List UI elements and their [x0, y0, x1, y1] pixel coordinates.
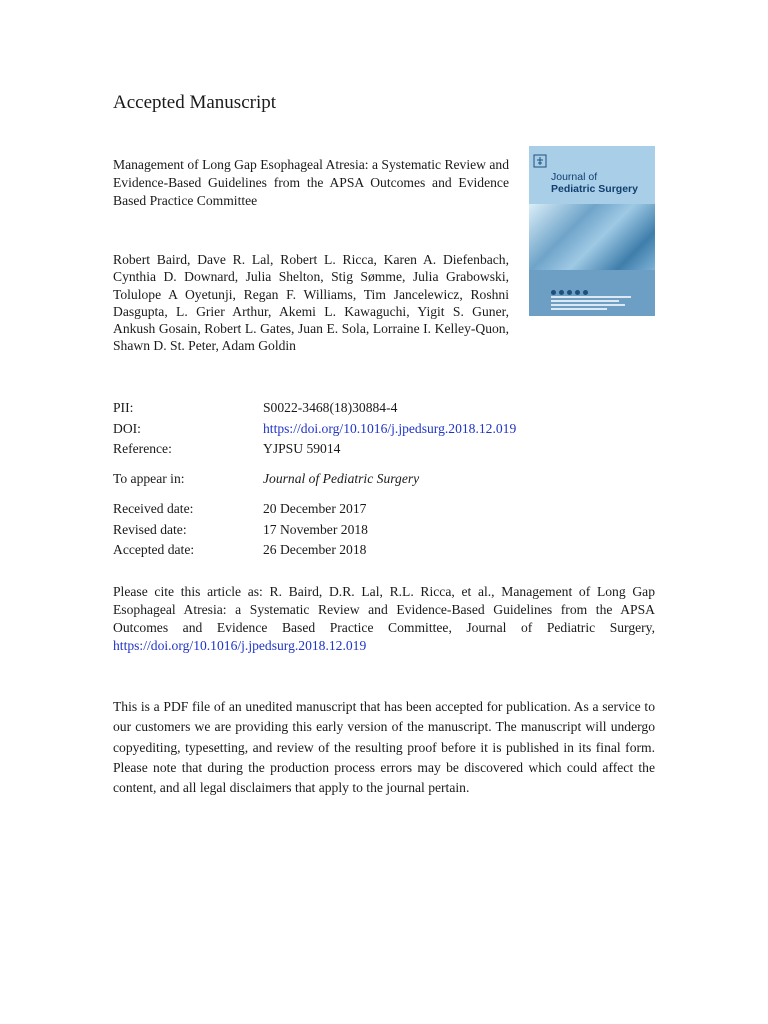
- author-list: Robert Baird, Dave R. Lal, Robert L. Ricca, Karen A. Diefenbach, Cynthia D. Downard, Julia Shelton, Stig Sømme, Julia Grabowski, Tolulope A Oyetunji, Regan F. Williams, Tim Jancelewicz, Roshni Dasgupta, L. Grier Arthur, Akemi L. Kawaguchi, Yigit S. Guner, Ankush Gosain, Robert L. Gates, Juan E. Sola, Lorraine I. Kelley-Quon, Shawn D. St. Peter, Adam Goldin: [113, 252, 509, 354]
- pii-value: S0022-3468(18)30884-4: [263, 400, 398, 415]
- appear-in-label: To appear in:: [113, 471, 185, 486]
- cover-journal-title: [551, 171, 651, 195]
- pii-label: PII:: [113, 400, 134, 415]
- manuscript-heading: Accepted Manuscript: [113, 92, 277, 113]
- appear-in-value: Journal of Pediatric Surgery: [263, 471, 420, 486]
- revised-date-value: 17 November 2018: [263, 522, 368, 537]
- cover-title-line1: Journal of: [551, 171, 598, 183]
- cover-title-line2: Pediatric Surgery: [551, 183, 638, 195]
- citation-doi-link[interactable]: https://doi.org/10.1016/j.jpedsurg.2018.12.019: [113, 638, 367, 653]
- cover-text-lines: [551, 296, 631, 312]
- revised-date-label: Revised date:: [113, 522, 187, 537]
- reference-value: YJPSU 59014: [263, 441, 341, 456]
- accepted-date-value: 26 December 2018: [263, 542, 367, 557]
- citation-paragraph: [113, 583, 655, 655]
- citation-text: Please cite this article as: R. Baird, D.R. Lal, R.L. Ricca, et al., Management of Long Gap Esophageal Atresia: a Systematic Review and Evidence-Based Guidelines from the APSA Outcomes and Evidence Based Practice Committee, Journal of Pediatric Surgery,: [113, 584, 655, 635]
- disclaimer-paragraph: This is a PDF file of an unedited manuscript that has been accepted for publication. As a service to our customers we are providing this early version of the manuscript. The manuscript will undergo copyediting, typesetting, and review of the resulting proof before it is published in its final form. Please note that during the production process errors may be discovered which could affect the content, and all legal disclaimers that apply to the journal pertain.: [113, 699, 655, 796]
- article-title: Management of Long Gap Esophageal Atresia: a Systematic Review and Evidence-Based Guidelines from the APSA Outcomes and Evidence Based Practice Committee: [113, 157, 509, 208]
- received-date-value: 20 December 2017: [263, 501, 367, 516]
- accepted-date-label: Accepted date:: [113, 542, 195, 557]
- reference-label: Reference:: [113, 441, 172, 456]
- journal-cover-image: [529, 146, 655, 316]
- doi-label: DOI:: [113, 421, 141, 436]
- received-date-label: Received date:: [113, 501, 194, 516]
- elsevier-logo-icon: [533, 154, 547, 168]
- doi-link[interactable]: https://doi.org/10.1016/j.jpedsurg.2018.12.019: [263, 421, 517, 436]
